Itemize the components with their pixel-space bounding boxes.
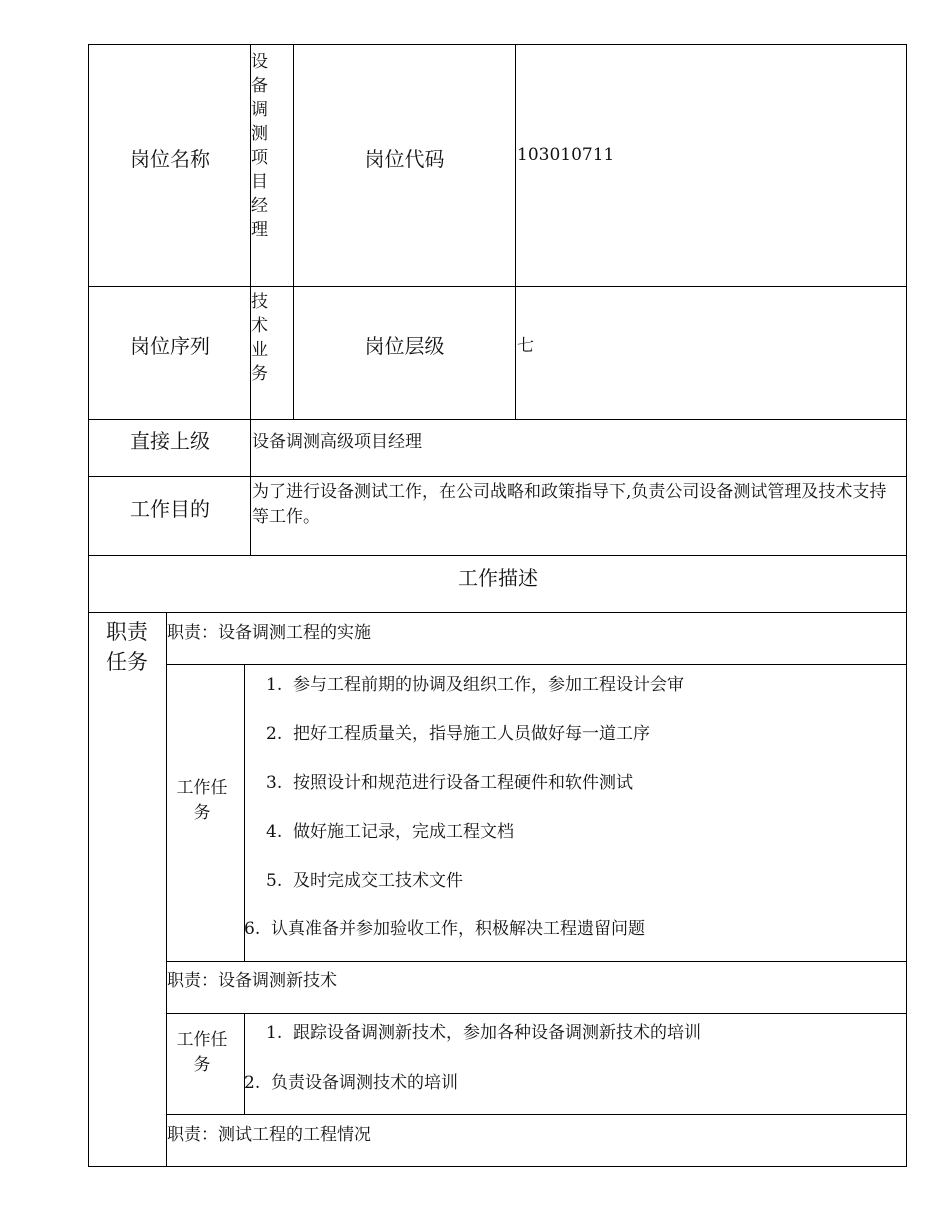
- col-divider: [166, 612, 167, 1167]
- superior-value: 设备调测高级项目经理: [252, 432, 422, 452]
- row-divider: [88, 419, 907, 420]
- row-divider: [88, 555, 907, 556]
- post-code-value: 103010711: [517, 145, 615, 165]
- description-title: 工作描述: [458, 566, 538, 590]
- task-label: 工作任务: [176, 1030, 228, 1075]
- row-divider: [166, 961, 907, 962]
- task-item: 6. 认真准备并参加验收工作，积极解决工程遗留问题: [244, 919, 646, 939]
- row-divider: [166, 1013, 907, 1014]
- duty-column-label: 职责任务: [106, 620, 148, 674]
- row-divider: [88, 612, 907, 613]
- border-left: [88, 44, 89, 1167]
- task-item: 1. 跟踪设备调测新技术，参加各种设备调测新技术的培训: [266, 1023, 702, 1043]
- purpose-value: 为了进行设备测试工作，在公司战略和政策指导下,负责公司设备测试管理及技术支持等工作。: [252, 482, 887, 527]
- post-code-label: 岗位代码: [364, 147, 445, 171]
- task-item: 1. 参与工程前期的协调及组织工作，参加工程设计会审: [266, 675, 685, 695]
- row-divider: [88, 476, 907, 477]
- task-item: 3. 按照设计和规范进行设备工程硬件和软件测试: [266, 773, 634, 793]
- post-series-label: 岗位序列: [130, 334, 210, 358]
- row-divider: [88, 286, 907, 287]
- duty-title: 职责：设备调测工程的实施: [167, 623, 371, 643]
- duty-title: 职责：设备调测新技术: [167, 971, 337, 991]
- border-bottom: [88, 1166, 907, 1167]
- task-label: 工作任务: [176, 778, 228, 823]
- col-divider: [244, 1013, 245, 1115]
- post-name-value: 设备调测项目经理: [251, 52, 268, 240]
- purpose-label: 工作目的: [130, 497, 210, 521]
- post-level-label: 岗位层级: [364, 334, 445, 358]
- task-item: 5. 及时完成交工技术文件: [266, 871, 464, 891]
- task-item: 2. 负责设备调测技术的培训: [244, 1073, 459, 1093]
- duty-title: 职责：测试工程的工程情况: [167, 1125, 371, 1145]
- post-series-value: 技术业务: [251, 292, 268, 384]
- task-item: 4. 做好施工记录，完成工程文档: [266, 822, 515, 842]
- superior-label: 直接上级: [130, 429, 210, 453]
- border-right: [906, 44, 907, 1167]
- task-item: 2. 把好工程质量关，指导施工人员做好每一道工序: [266, 724, 651, 744]
- col-divider: [515, 44, 516, 420]
- post-level-value: 七: [517, 336, 534, 356]
- post-name-label: 岗位名称: [130, 147, 210, 171]
- border-top: [88, 44, 907, 45]
- row-divider: [166, 664, 907, 665]
- col-divider: [293, 44, 294, 420]
- row-divider: [166, 1114, 907, 1115]
